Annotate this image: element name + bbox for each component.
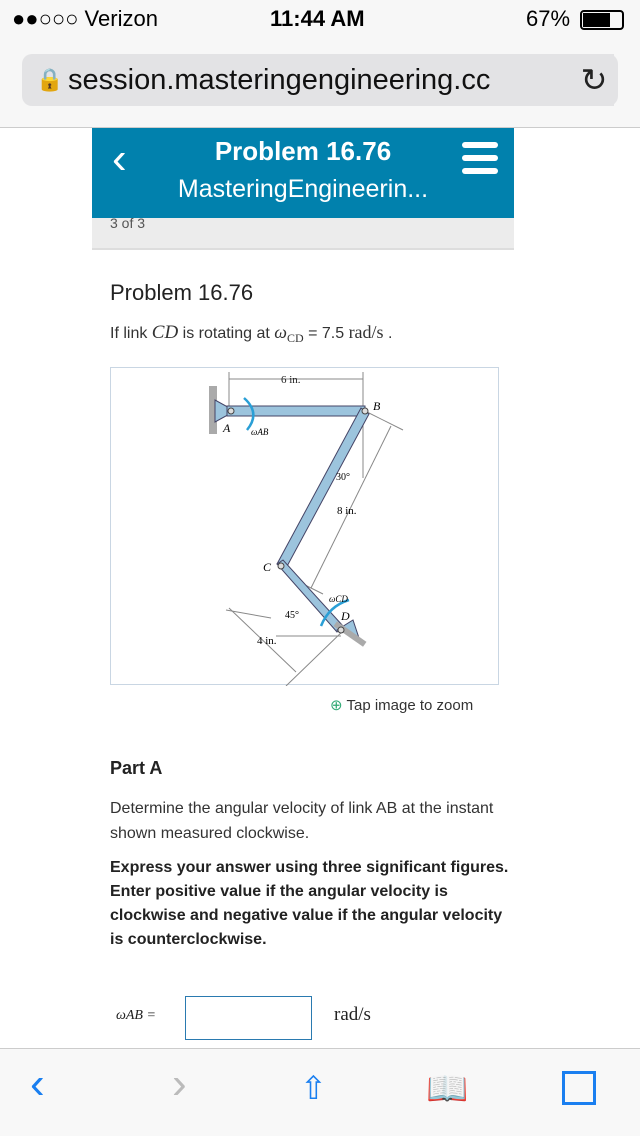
header-subtitle: MasteringEngineerin... — [177, 175, 429, 203]
part-a-title: Part A — [110, 758, 163, 778]
problem-title: Problem 16.76 — [110, 280, 254, 305]
answer-label: ωAB = — [116, 1008, 156, 1023]
battery-icon — [580, 10, 624, 30]
header-title: Problem 16.76 — [214, 136, 392, 166]
tabs-icon[interactable] — [562, 1071, 596, 1105]
back-icon[interactable]: ‹ — [112, 134, 127, 183]
svg-text:ωCD: ωCD — [329, 594, 348, 604]
browser-toolbar — [0, 1048, 640, 1136]
bookmarks-icon[interactable]: 📖 — [426, 1070, 469, 1108]
browser-url-bar — [0, 40, 640, 128]
problem-figure[interactable] — [110, 367, 499, 685]
url-text: session.masteringengineering.cc — [68, 64, 491, 96]
battery-percent: 67% — [526, 6, 571, 31]
svg-text:D: D — [341, 609, 350, 623]
lock-icon: 🔒 — [36, 67, 64, 92]
link-bc — [277, 408, 369, 570]
svg-text:ωAB: ωAB — [251, 427, 269, 437]
part-a-question: Determine the angular velocity of link AB at the instant shown measured clockwise. — [110, 800, 494, 842]
carrier: ●●○○○ Verizon — [12, 6, 158, 31]
answer-input[interactable] — [185, 996, 312, 1040]
svg-text:45°: 45° — [285, 610, 299, 621]
forward-icon[interactable]: › — [172, 1059, 187, 1108]
answer-unit: rad/s — [334, 1004, 371, 1025]
clock: 11:44 AM — [270, 6, 365, 31]
part-a-instruction: Express your answer using three significant figures. Enter positive value if the angular velocity is clockwise and negative value if the angular velocity is counterclockwise. — [110, 859, 509, 948]
svg-text:A: A — [223, 421, 231, 435]
app-header — [92, 128, 514, 218]
linkage-diagram — [111, 368, 500, 686]
svg-text:8 in.: 8 in. — [337, 505, 357, 517]
url-field[interactable] — [22, 54, 618, 106]
svg-text:C: C — [263, 560, 272, 574]
svg-text:B: B — [373, 399, 381, 413]
tap-to-zoom[interactable]: ⊕ Tap image to zoom — [330, 697, 474, 714]
back-icon[interactable]: ‹ — [30, 1059, 45, 1108]
zoom-icon: ⊕ — [330, 697, 343, 714]
svg-text:30°: 30° — [336, 472, 350, 483]
svg-text:4 in.: 4 in. — [257, 635, 277, 647]
dim-6-label: 6 in. — [281, 374, 301, 386]
problem-statement: If link CD is rotating at $\omega_{CD} = 7.5$ rad/s . — [110, 322, 393, 346]
page-count-bar — [92, 218, 514, 250]
menu-icon[interactable] — [462, 142, 498, 174]
reload-icon[interactable]: ↻ — [574, 54, 614, 106]
status-bar — [0, 0, 640, 40]
page-count: 3 of 3 — [110, 218, 146, 231]
share-icon[interactable]: ⇧ — [300, 1070, 327, 1106]
link-ab — [227, 406, 365, 416]
